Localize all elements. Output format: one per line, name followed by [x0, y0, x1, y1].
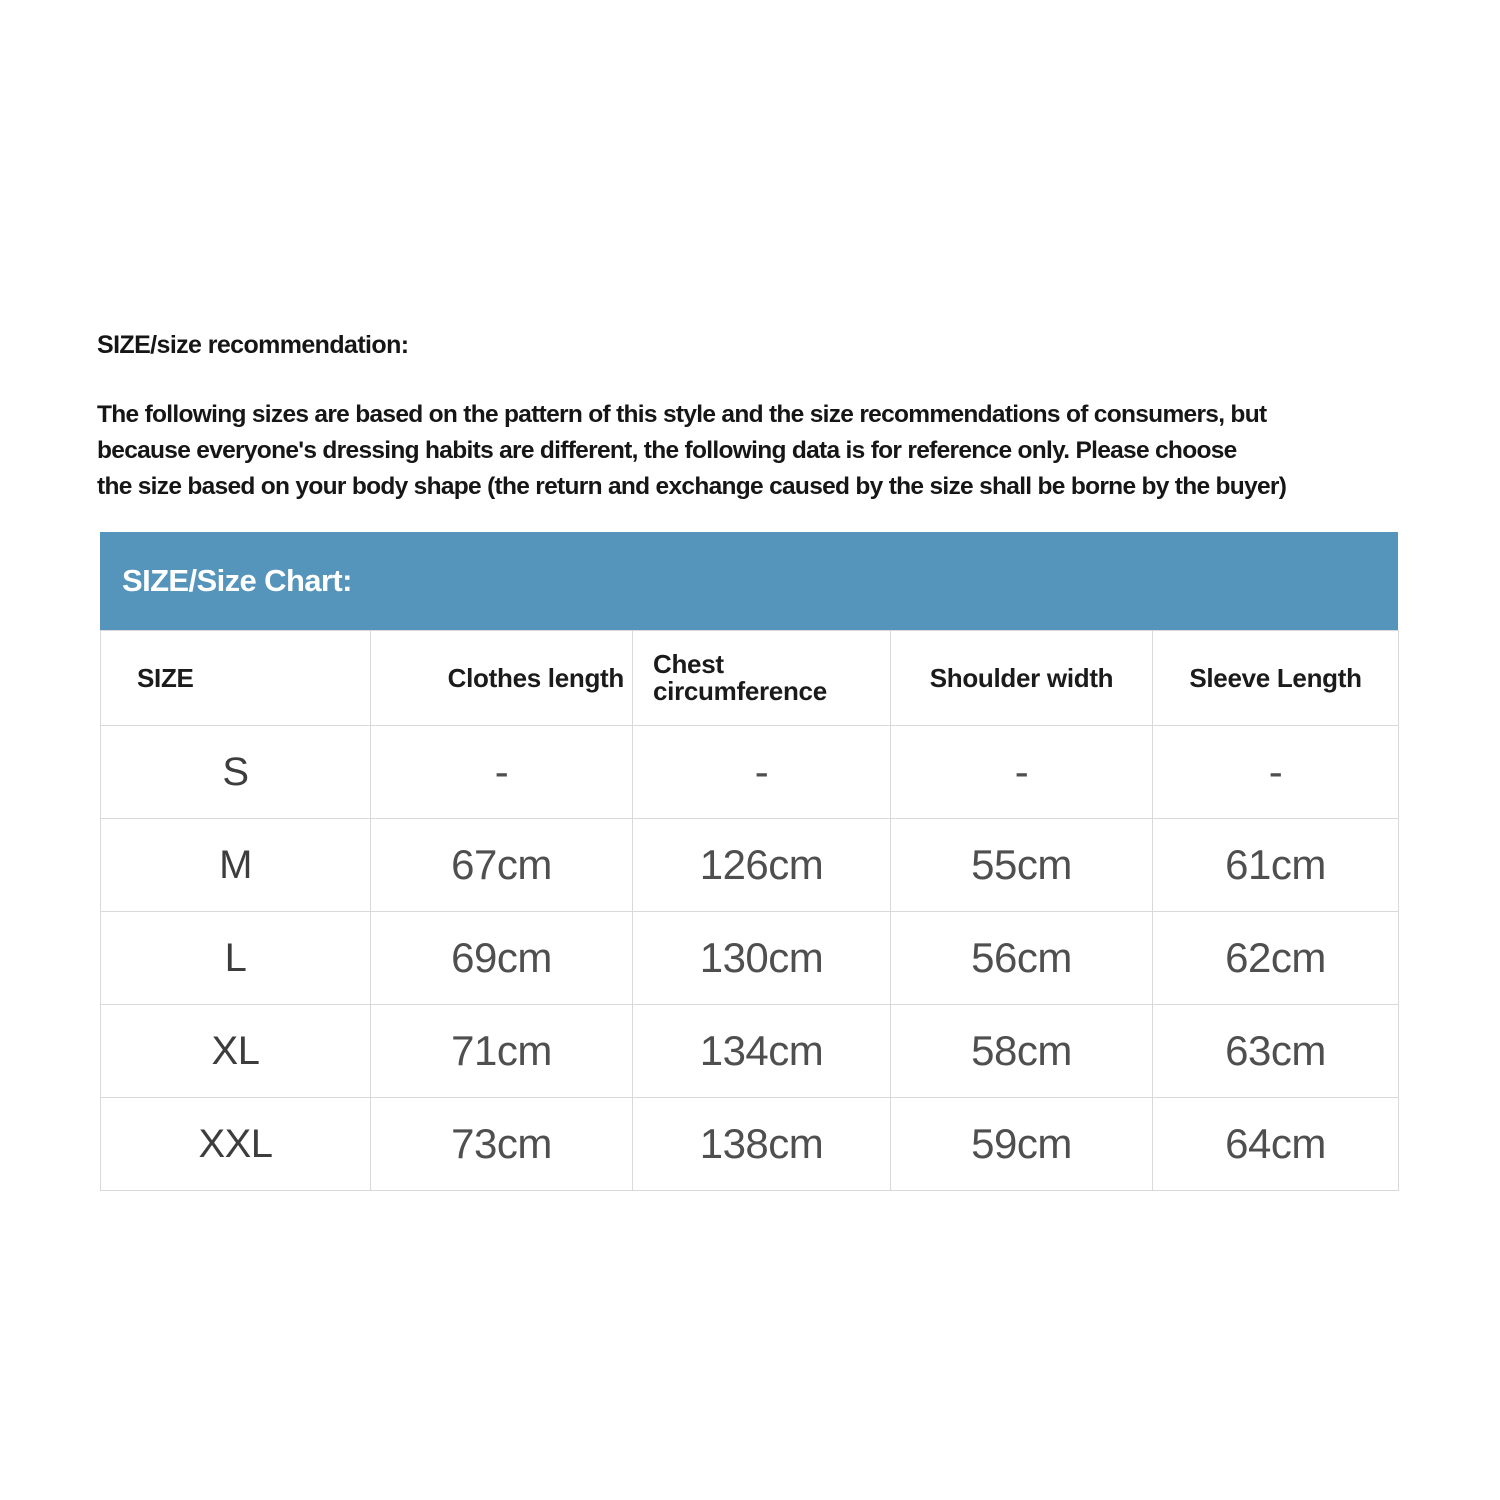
size-chart-table	[100, 630, 1399, 1191]
size-chart-table-body	[101, 726, 1399, 1191]
table-row-xl	[101, 1005, 1399, 1098]
sleeve-length-cell: 62cm	[1153, 912, 1399, 1005]
size-cell: L	[101, 912, 371, 1005]
sleeve-length-cell: 63cm	[1153, 1005, 1399, 1098]
sleeve-length-cell: 61cm	[1153, 819, 1399, 912]
column-header-clothes-length: Clothes length	[371, 631, 633, 726]
shoulder-width-cell: 55cm	[891, 819, 1153, 912]
shoulder-width-cell: -	[891, 726, 1153, 819]
header-row	[101, 631, 1399, 726]
table-row-m	[101, 819, 1399, 912]
table-row-s	[101, 726, 1399, 819]
size-cell: XXL	[101, 1098, 371, 1191]
size-disclaimer-paragraph	[97, 397, 1286, 505]
table-row-xxl	[101, 1098, 1399, 1191]
disclaimer-line-2: because everyone's dressing habits are different, the following data is for reference only. Please choose	[97, 437, 1237, 464]
size-chart-table-header	[101, 631, 1399, 726]
size-cell: XL	[101, 1005, 371, 1098]
column-header-chest-circumference: Chest circumference	[633, 631, 891, 726]
shoulder-width-cell: 59cm	[891, 1098, 1153, 1191]
size-cell: M	[101, 819, 371, 912]
chest-circumference-cell: 126cm	[633, 819, 891, 912]
clothes-length-cell: 71cm	[371, 1005, 633, 1098]
size-cell: S	[101, 726, 371, 819]
clothes-length-cell: -	[371, 726, 633, 819]
size-chart-banner-title: SIZE/Size Chart:	[122, 563, 352, 598]
disclaimer-line-1: The following sizes are based on the pattern of this style and the size recommendations of consumers, but	[97, 401, 1267, 428]
shoulder-width-cell: 58cm	[891, 1005, 1153, 1098]
clothes-length-cell: 69cm	[371, 912, 633, 1005]
clothes-length-cell: 73cm	[371, 1098, 633, 1191]
chest-circumference-cell: -	[633, 726, 891, 819]
shoulder-width-cell: 56cm	[891, 912, 1153, 1005]
sleeve-length-cell: -	[1153, 726, 1399, 819]
clothes-length-cell: 67cm	[371, 819, 633, 912]
column-header-size: SIZE	[101, 631, 371, 726]
size-chart-banner	[100, 532, 1398, 630]
chest-circumference-cell: 138cm	[633, 1098, 891, 1191]
sleeve-length-cell: 64cm	[1153, 1098, 1399, 1191]
size-recommendation-heading: SIZE/size recommendation:	[97, 331, 409, 359]
chest-circumference-cell: 130cm	[633, 912, 891, 1005]
table-row-l	[101, 912, 1399, 1005]
chest-circumference-cell: 134cm	[633, 1005, 891, 1098]
column-header-sleeve-length: Sleeve Length	[1153, 631, 1399, 726]
column-header-shoulder-width: Shoulder width	[891, 631, 1153, 726]
disclaimer-line-3: the size based on your body shape (the return and exchange caused by the size shall be borne by the buyer)	[97, 473, 1287, 500]
